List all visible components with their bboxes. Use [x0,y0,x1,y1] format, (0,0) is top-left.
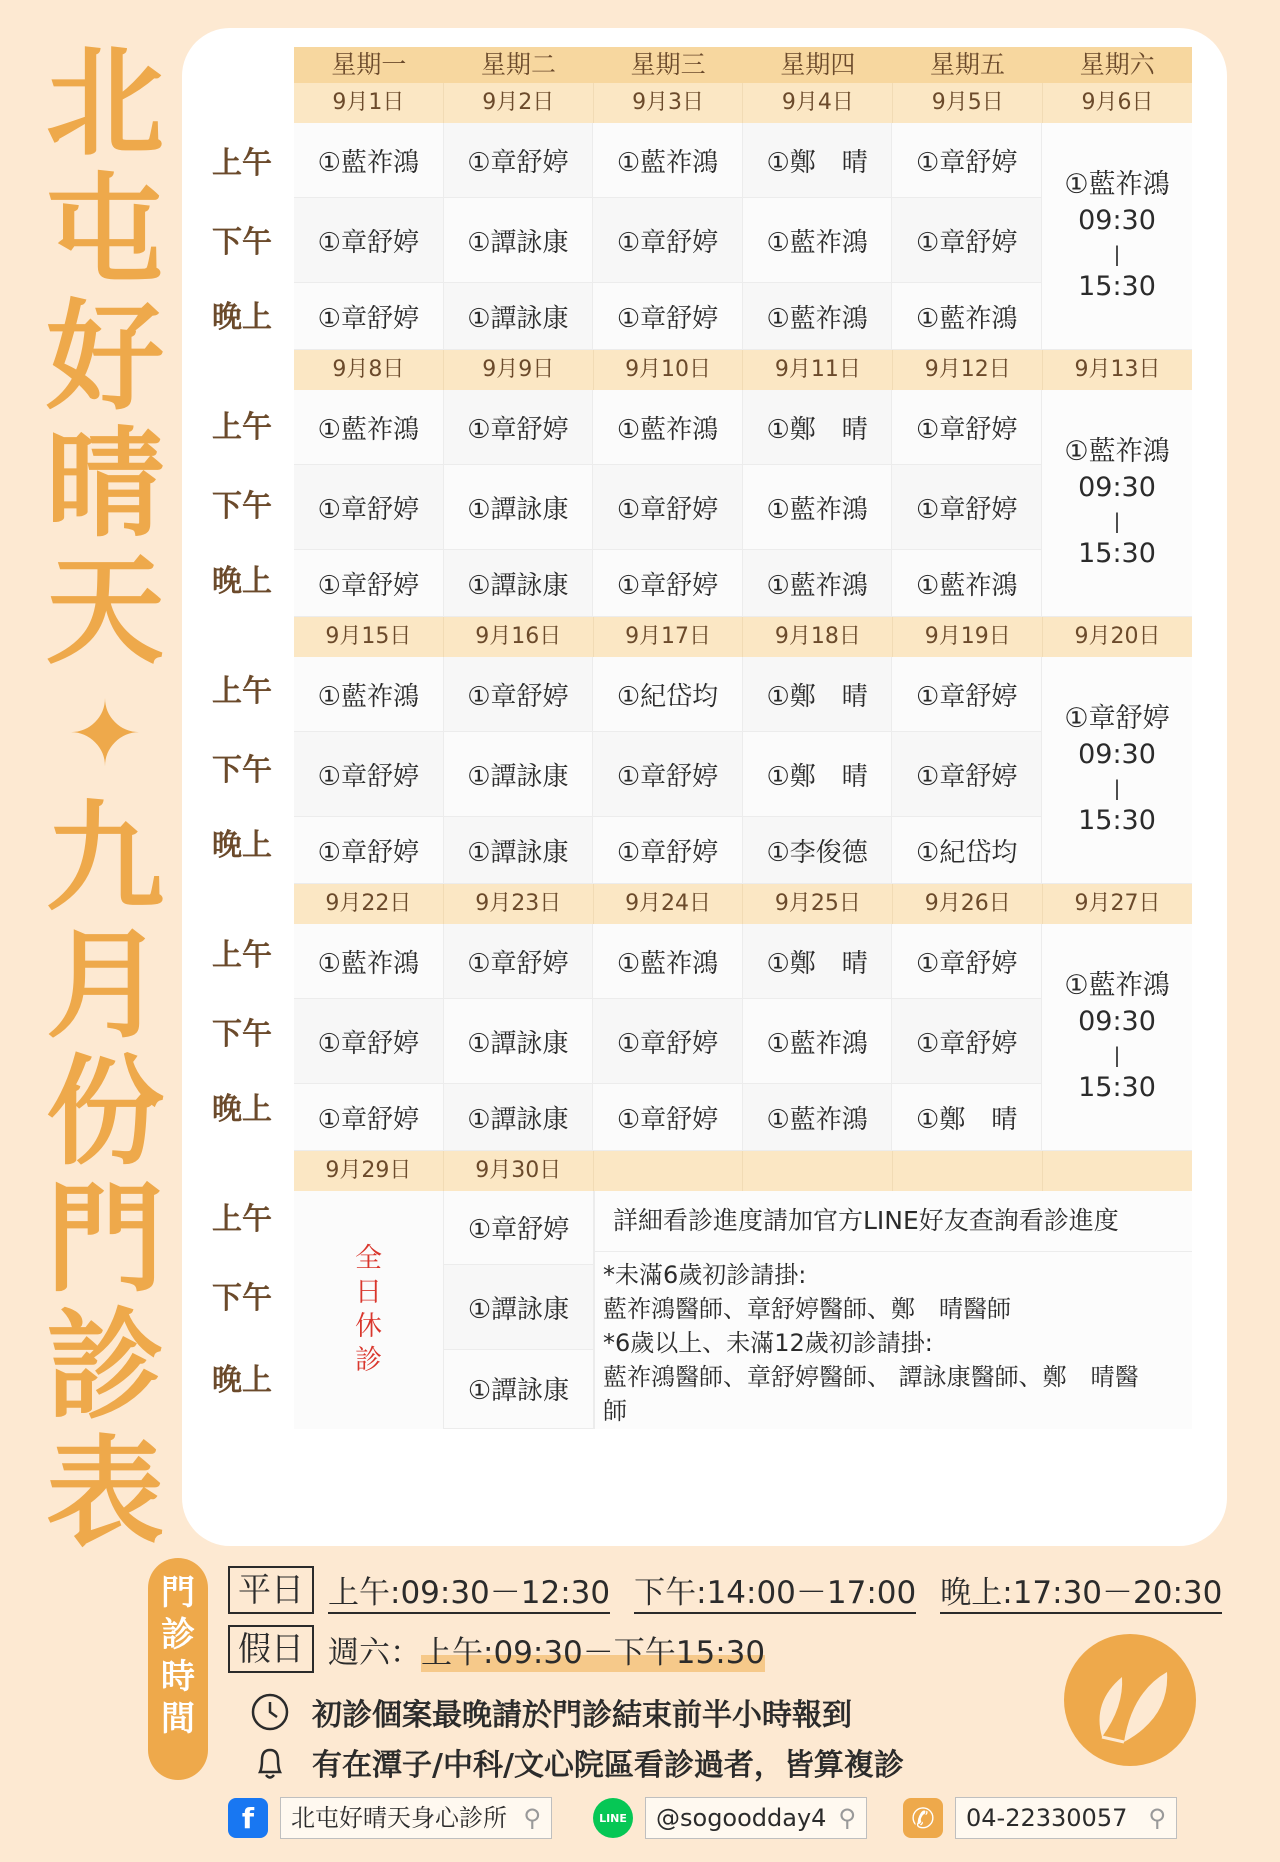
phone-search-box[interactable] [955,1797,1177,1839]
facebook-icon: f [228,1798,268,1838]
date-row [294,83,1192,123]
label-char: 診 [161,1615,195,1655]
period-label: 晚上 [212,1092,272,1127]
vertical-title [30,34,180,1562]
schedule-cell: ①章舒婷 [593,198,743,283]
date-cell: 9月25日 [743,884,893,924]
schedule-cell: ①鄭 晴 [892,1084,1042,1151]
saturday-end: 15:30 [1078,1072,1156,1103]
schedule-cell: ①譚詠康 [444,465,594,550]
schedule-cell: ①章舒婷 [294,1084,444,1151]
period-label: 下午 [212,753,272,788]
note-line: 藍祚鴻醫師、章舒婷醫師、鄭 晴醫師 [603,1295,1011,1323]
date-cell: 9月10日 [594,350,744,390]
schedule-cell: ①譚詠康 [444,999,594,1084]
note-line: 師 [603,1397,627,1425]
schedule-cell: ①譚詠康 [444,732,594,817]
saturday-doctor: ①藍祚鴻 [1064,436,1170,467]
schedule-cell: ①藍祚鴻 [593,123,743,198]
date-cell: 9月26日 [893,884,1043,924]
weekday-header-cell: 星期二 [481,50,557,79]
schedule-cell: ①譚詠康 [444,550,594,617]
schedule-cell: ①章舒婷 [892,999,1042,1084]
leaf-logo-icon [1062,1632,1198,1768]
date-cell: 9月18日 [743,617,893,657]
schedule-cell: ①藍祚鴻 [593,924,743,999]
date-cell: 9月4日 [743,83,893,123]
holiday-hours [228,1625,765,1673]
schedule-cell: ①鄭 晴 [743,732,893,817]
schedule-cell: ①藍祚鴻 [892,550,1042,617]
date-cell: 9月1日 [294,83,444,123]
first-visit-notes [595,1252,1192,1434]
info-line-2 [248,1740,904,1784]
title-char: 北 [45,34,164,172]
search-icon: ⚲ [1148,1804,1166,1832]
schedule-cell: ①藍祚鴻 [294,657,444,732]
label-char: 門 [161,1573,195,1613]
schedule-cell: ①章舒婷 [593,465,743,550]
schedule-cell: ①章舒婷 [294,550,444,617]
week-3 [294,617,1192,884]
date-cell: 9月22日 [294,884,444,924]
title-char: 門 [45,1170,164,1308]
week-1 [294,83,1192,350]
schedule-cell: ①章舒婷 [593,732,743,817]
holiday-char: 休 [355,1311,382,1342]
date-cell: 9月23日 [444,884,594,924]
saturday-sep: | [1113,509,1121,533]
date-cell: 9月24日 [594,884,744,924]
note-line: *未滿6歲初診請掛: [603,1261,807,1289]
schedule-grid [294,47,1192,1429]
schedule-cell: ①章舒婷 [294,732,444,817]
saturday-doctor: ①藍祚鴻 [1064,970,1170,1001]
date-cell: 9月2日 [444,83,594,123]
weekday-header-cell: 星期一 [331,50,407,79]
period-label: 上午 [212,674,272,709]
title-char: 天 [45,542,164,680]
date-cell: 9月16日 [444,617,594,657]
date-cell: 9月19日 [893,617,1043,657]
schedule-cell: ①藍祚鴻 [743,1084,893,1151]
saturday-prefix: 週六： [328,1634,421,1671]
date-cell: 9月12日 [893,350,1043,390]
week-5 [294,1151,1192,1429]
date-row [294,617,1192,657]
bell-icon [248,1740,292,1784]
clock-icon [248,1690,292,1734]
saturday-hours: 上午:09:30－下午15:30 [421,1627,765,1672]
title-char: 月 [45,916,164,1054]
label-char: 間 [161,1699,195,1739]
title-char: 份 [45,1043,164,1181]
title-char: 晴 [45,415,164,553]
weekday-header [294,47,1192,83]
schedule-cell: ①鄭 晴 [743,390,893,465]
schedule-cell: ①藍祚鴻 [892,283,1042,350]
title-char: 表 [45,1424,164,1562]
schedule-cell: ①章舒婷 [444,1191,594,1265]
date-cell: 9月9日 [444,350,594,390]
facebook-name: 北屯好晴天身心診所 [291,1804,507,1832]
holiday-char: 日 [355,1277,382,1308]
phone-number: 04-22330057 [966,1804,1128,1832]
weekday-header-cell: 星期五 [930,50,1006,79]
info-text: 有在潭子/中科/文心院區看診過者，皆算複診 [312,1748,904,1783]
schedule-cell: ①章舒婷 [444,390,594,465]
period-label: 下午 [212,225,272,260]
schedule-cell: ①章舒婷 [294,283,444,350]
schedule-cell: ①章舒婷 [294,465,444,550]
star-icon: ✦ [67,682,143,787]
schedule-cell: ①章舒婷 [892,198,1042,283]
holiday-tag: 假日 [228,1625,314,1673]
saturday-doctor: ①藍祚鴻 [1064,169,1170,200]
schedule-cell: ①藍祚鴻 [743,550,893,617]
date-cell: 9月5日 [893,83,1043,123]
period-label: 上午 [212,938,272,973]
weekday-hours [228,1566,1246,1614]
schedule-cell: ①藍祚鴻 [743,283,893,350]
period-label: 晚上 [212,564,272,599]
facebook-search-box[interactable] [280,1797,552,1839]
date-cell: 9月27日 [1074,891,1161,916]
period-label: 上午 [212,410,272,445]
facebook-contact[interactable] [228,1797,552,1839]
period-label: 上午 [212,1202,272,1237]
week-4 [294,884,1192,1151]
date-cell: 9月20日 [1074,624,1161,649]
date-cell: 9月6日 [1081,90,1154,115]
schedule-cell: ①章舒婷 [593,817,743,884]
line-id: @sogoodday4 [656,1804,827,1832]
week-2 [294,350,1192,617]
schedule-cell: ①章舒婷 [294,999,444,1084]
saturday-sep: | [1113,242,1121,266]
period-label: 下午 [212,1281,272,1316]
schedule-cell: ①紀岱均 [593,657,743,732]
line-search-box[interactable] [645,1797,867,1839]
schedule-cell: ①藍祚鴻 [294,390,444,465]
weekday-tag: 平日 [228,1566,314,1614]
label-char: 時 [161,1657,195,1697]
schedule-cell: ①章舒婷 [444,924,594,999]
note-line: *6歲以上、未滿12歲初診請掛: [603,1329,933,1357]
date-row [294,1151,1192,1191]
weekday-ev: 晚上:17:30－20:30 [940,1567,1222,1614]
saturday-end: 15:30 [1078,271,1156,302]
schedule-cell: ①鄭 晴 [743,123,893,198]
schedule-cell: ①藍祚鴻 [593,390,743,465]
schedule-cell: ①章舒婷 [593,1084,743,1151]
saturday-start: 09:30 [1078,472,1156,503]
date-cell: 9月3日 [594,83,744,123]
saturday-cell [1042,390,1192,617]
search-icon: ⚲ [523,1804,541,1832]
schedule-cell: ①李俊德 [743,817,893,884]
holiday-char: 診 [355,1345,382,1376]
schedule-cell: ①章舒婷 [892,465,1042,550]
title-char: 好 [45,288,164,426]
date-cell: 9月8日 [294,350,444,390]
schedule-cell: ①章舒婷 [294,198,444,283]
schedule-cell: ①章舒婷 [892,657,1042,732]
date-cell: 9月30日 [444,1151,594,1191]
date-row [294,884,1192,924]
schedule-cell: ①章舒婷 [892,924,1042,999]
date-cell: 9月15日 [294,617,444,657]
date-cell: 9月11日 [743,350,893,390]
clinic-hours-label [148,1558,208,1780]
info-text: 初診個案最晚請於門診結束前半小時報到 [312,1698,852,1733]
period-label: 晚上 [212,1362,272,1398]
schedule-cell: ①章舒婷 [892,390,1042,465]
period-label: 上午 [212,146,272,181]
schedule-cell: ①譚詠康 [444,283,594,350]
schedule-cell: ①章舒婷 [593,283,743,350]
info-line-1 [248,1690,852,1734]
weekday-pm: 下午:14:00－17:00 [634,1567,916,1614]
schedule-cell: ①鄭 晴 [743,924,893,999]
schedule-cell: ①章舒婷 [593,999,743,1084]
search-icon: ⚲ [838,1804,856,1832]
schedule-cell: ①譚詠康 [444,198,594,283]
schedule-cell: ①譚詠康 [444,1350,594,1429]
saturday-cell [1042,657,1192,884]
date-cell: 9月13日 [1074,357,1161,382]
weekday-header-cell: 星期四 [780,50,856,79]
title-char: 九 [45,789,164,927]
schedule-cell: ①章舒婷 [892,123,1042,198]
period-label: 下午 [212,1017,272,1052]
schedule-cell: ①藍祚鴻 [294,123,444,198]
title-char: 屯 [45,161,164,299]
period-label: 晚上 [212,828,272,863]
schedule-cell: ①藍祚鴻 [294,924,444,999]
holiday-cell [294,1191,444,1429]
schedule-cell: ①章舒婷 [593,550,743,617]
weekday-am: 上午:09:30－12:30 [328,1567,610,1614]
phone-contact[interactable] [903,1797,1177,1839]
period-label: 下午 [212,489,272,524]
phone-icon: ✆ [903,1798,943,1838]
weekday-header-cell: 星期六 [1079,50,1155,79]
line-contact[interactable] [593,1797,867,1839]
weekday-header-cell: 星期三 [630,50,706,79]
period-label: 晚上 [212,300,272,335]
schedule-cell: ①藍祚鴻 [743,999,893,1084]
schedule-cell: ①章舒婷 [444,123,594,198]
saturday-start: 09:30 [1078,1006,1156,1037]
schedule-cell: ①譚詠康 [444,1265,594,1349]
date-cell: 9月29日 [294,1151,444,1191]
saturday-doctor: ①章舒婷 [1064,703,1170,734]
schedule-cell: ①章舒婷 [294,817,444,884]
date-cell: 9月17日 [594,617,744,657]
saturday-sep: | [1113,1043,1121,1067]
schedule-cell: ①藍祚鴻 [743,198,893,283]
date-row [294,350,1192,390]
saturday-sep: | [1113,776,1121,800]
saturday-cell [1042,924,1192,1151]
saturday-start: 09:30 [1078,205,1156,236]
line-notice: 詳細看診進度請加官方LINE好友查詢看診進度 [595,1191,1192,1252]
schedule-cell: ①譚詠康 [444,817,594,884]
schedule-cell: ①章舒婷 [892,732,1042,817]
title-char: 診 [45,1297,164,1435]
schedule-cell: ①鄭 晴 [743,657,893,732]
saturday-end: 15:30 [1078,538,1156,569]
schedule-cell: ①譚詠康 [444,1084,594,1151]
schedule-cell: ①藍祚鴻 [743,465,893,550]
saturday-cell [1042,123,1192,350]
holiday-char: 全 [355,1243,382,1274]
saturday-end: 15:30 [1078,805,1156,836]
schedule-cell: ①紀岱均 [892,817,1042,884]
saturday-start: 09:30 [1078,739,1156,770]
line-icon: LINE [593,1798,633,1838]
schedule-cell: ①章舒婷 [444,657,594,732]
note-line: 藍祚鴻醫師、章舒婷醫師、 譚詠康醫師、鄭 晴醫 [603,1363,1139,1391]
